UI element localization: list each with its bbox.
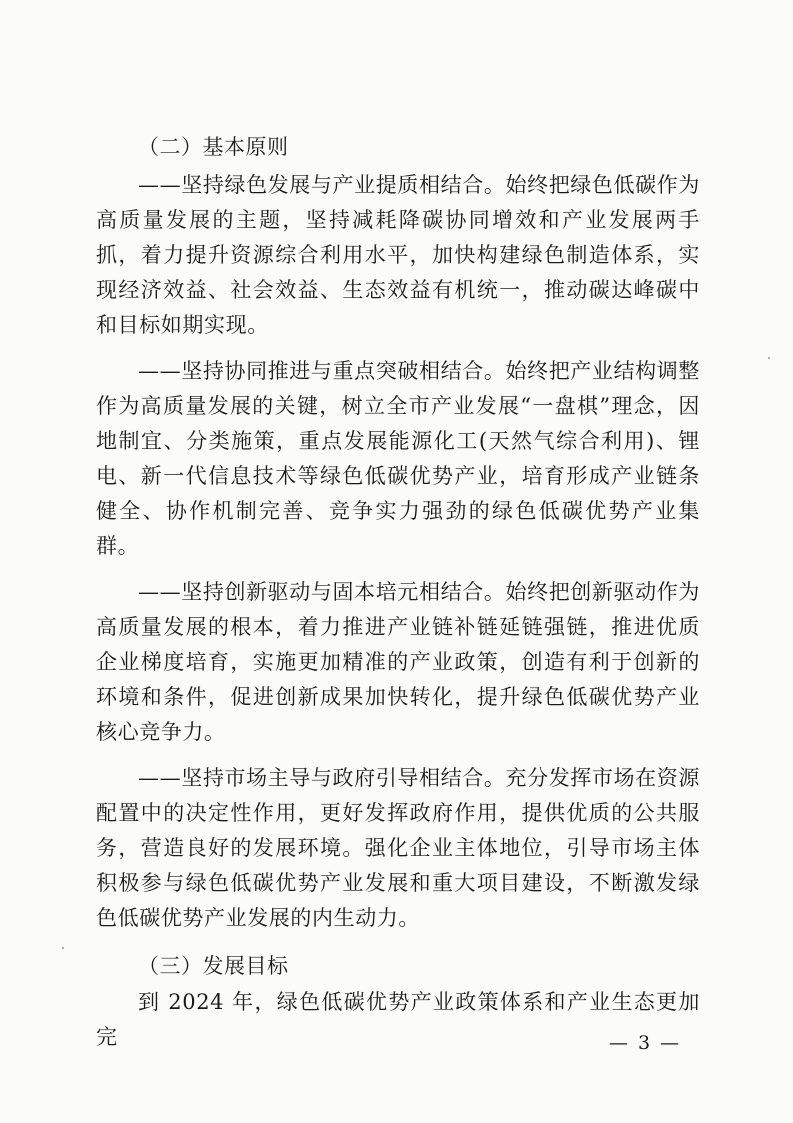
- document-body: [96, 128, 700, 1066]
- scan-speck: [62, 947, 64, 949]
- paragraph-innovation-driven: ——坚持创新驱动与固本培元相结合。始终把创新驱动作为高质量发展的根本，着力推进产业链补链延链强链，推进优质企业梯度培育，实施更加精准的产业政策，创造有利于创新的环境和条件，促进创新成果加快转化，提升绿色低碳优势产业核心竞争力。: [96, 580, 700, 744]
- paragraph-target-2024: 到 2024 年，绿色低碳优势产业政策体系和产业生态更加完: [96, 990, 700, 1049]
- scan-speck: [768, 357, 770, 359]
- section-heading-principles: （二）基本原则: [138, 135, 289, 159]
- page-number: — 3 —: [608, 1032, 682, 1054]
- section-heading-targets: （三）发展目标: [138, 954, 289, 978]
- paragraph-coordinated-advance: ——坚持协同推进与重点突破相结合。始终把产业结构调整作为高质量发展的关键，树立全市产业发展“一盘棋”理念，因地制宜、分类施策，重点发展能源化工(天然气综合利用)、锂电、新一代信息技术等绿色低碳优势产业，培育形成产业链条健全、协作机制完善、竞争实力强劲的绿色低碳优势产业集群。: [96, 359, 700, 558]
- paragraph-green-development: ——坚持绿色发展与产业提质相结合。始终把绿色低碳作为高质量发展的主题，坚持减耗降碳协同增效和产业发展两手抓，着力提升资源综合利用水平，加快构建绿色制造体系，实现经济效益、社会效益、生态效益有机统一，推动碳达峰碳中和目标如期实现。: [96, 173, 700, 337]
- paragraph-market-led: ——坚持市场主导与政府引导相结合。充分发挥市场在资源配置中的决定性作用，更好发挥政府作用，提供优质的公共服务，营造良好的发展环境。强化企业主体地位，引导市场主体积极参与绿色低碳优势产业发展和重大项目建设，不断激发绿色低碳优势产业发展的内生动力。: [96, 766, 700, 930]
